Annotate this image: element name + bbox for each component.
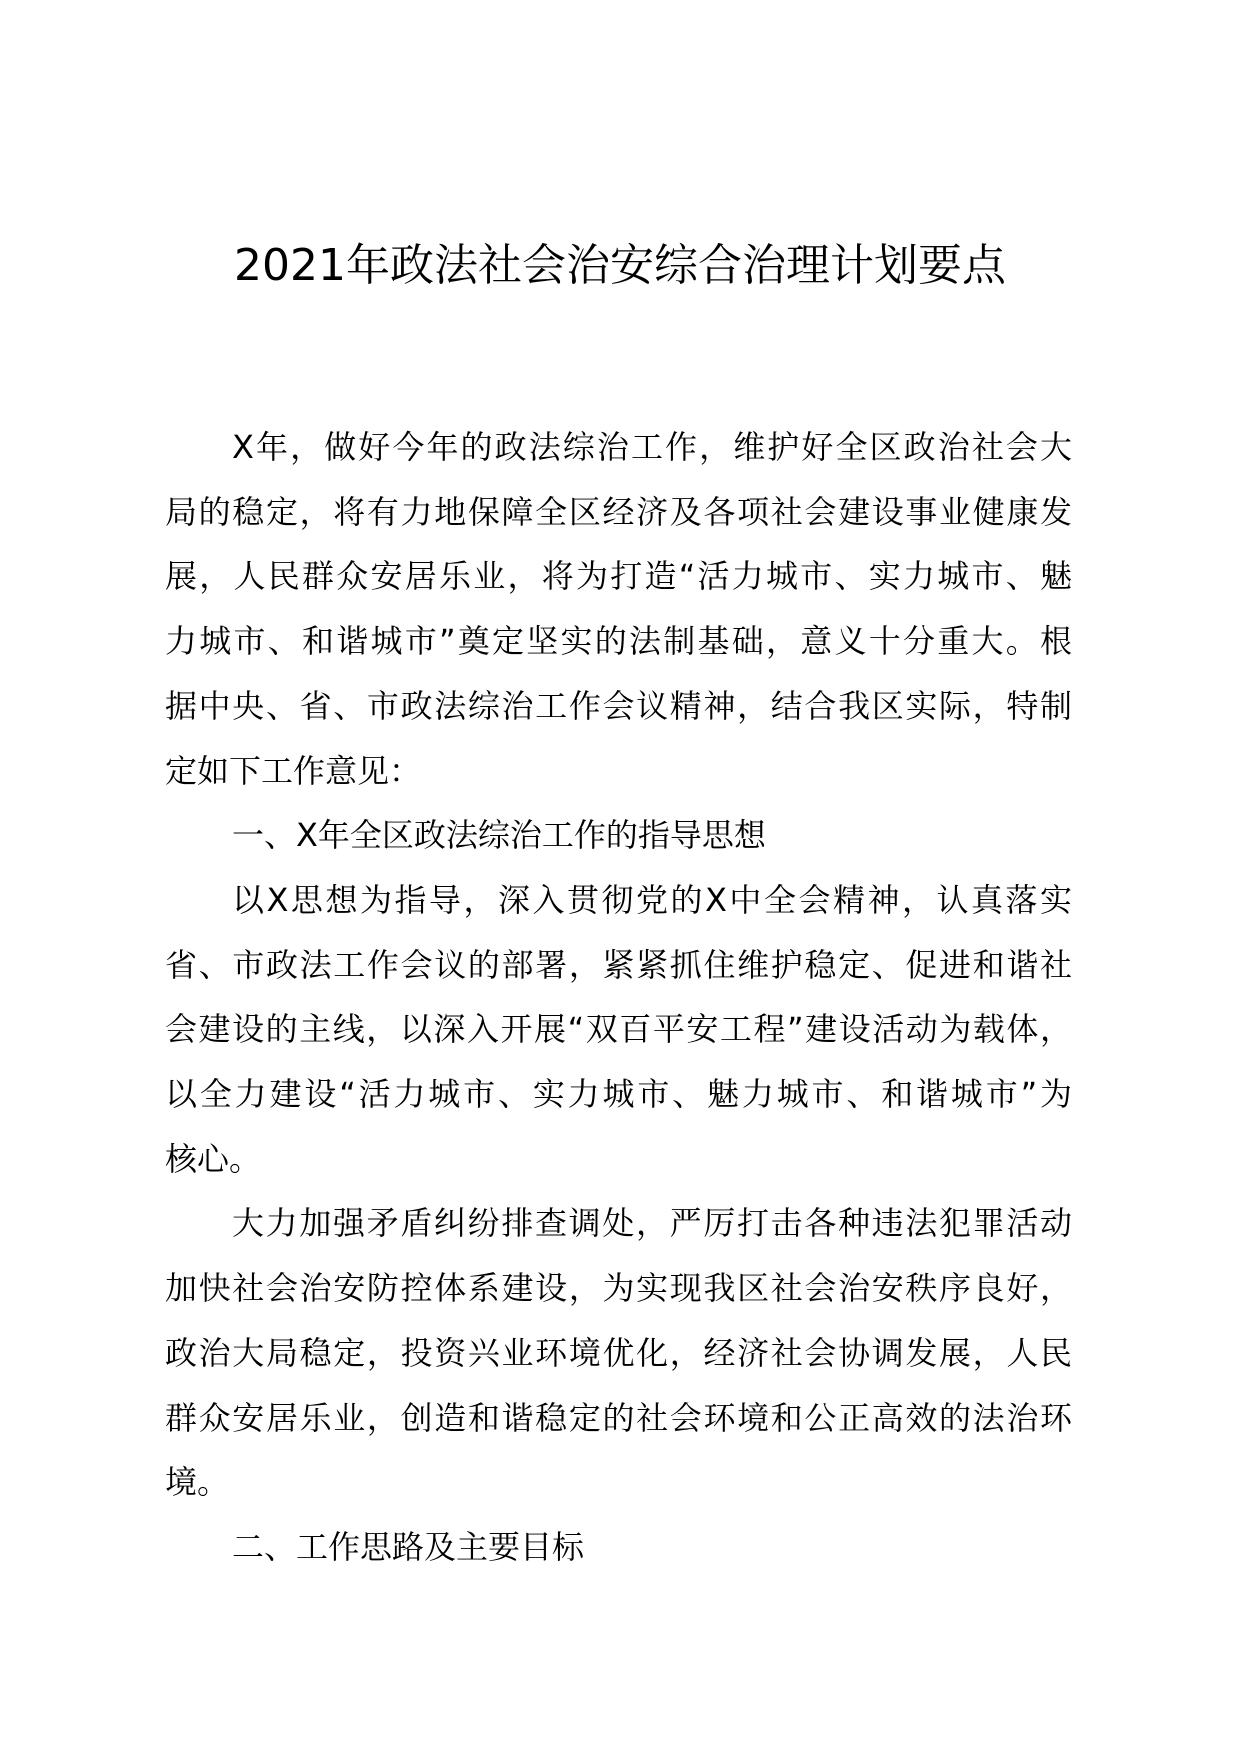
text-line: 力城市、和谐城市”奠定坚实的法制基础，意义十分重大。根 [165, 622, 1072, 661]
text-line: 据中央、省、市政法综治工作会议精神，结合我区实际，特制 [165, 686, 1072, 725]
text-line: 境。 [165, 1463, 230, 1502]
text-line: 政治大局稳定，投资兴业环境优化，经济社会协调发展，人民 [165, 1333, 1072, 1372]
text-line: 以全力建设“活力城市、实力城市、魅力城市、和谐城市”为 [165, 1075, 1072, 1113]
text-line: X年，做好今年的政法综治工作，维护好全区政治社会大 [232, 428, 1072, 466]
text-line: 会建设的主线，以深入开展“双百平安工程”建设活动为载体， [165, 1010, 1072, 1049]
text-line: 二、工作思路及主要目标 [232, 1527, 585, 1566]
text-line: 局的稳定，将有力地保障全区经济及各项社会建设事业健康发 [165, 492, 1072, 531]
text-line: 定如下工作意见： [165, 751, 422, 790]
text-line: 展，人民群众安居乐业，将为打造“活力城市、实力城市、魅 [165, 557, 1072, 596]
text-line: 群众安居乐业，创造和谐稳定的社会环境和公正高效的法治环 [165, 1398, 1072, 1437]
text-line: 大力加强矛盾纠纷排查调处，严厉打击各种违法犯罪活动 [232, 1204, 1072, 1243]
document-title: 2021年政法社会治安综合治理计划要点 [234, 240, 1006, 291]
text-line: 以X思想为指导，深入贯彻党的X中全会精神，认真落实 [232, 880, 1072, 919]
text-line: 核心。 [165, 1139, 262, 1178]
text-line: 省、市政法工作会议的部署，紧紧抓住维护稳定、促进和谐社 [165, 945, 1072, 984]
text-line: 加快社会治安防控体系建设，为实现我区社会治安秩序良好， [165, 1269, 1072, 1308]
text-line: 一、X年全区政法综治工作的指导思想 [232, 816, 766, 855]
